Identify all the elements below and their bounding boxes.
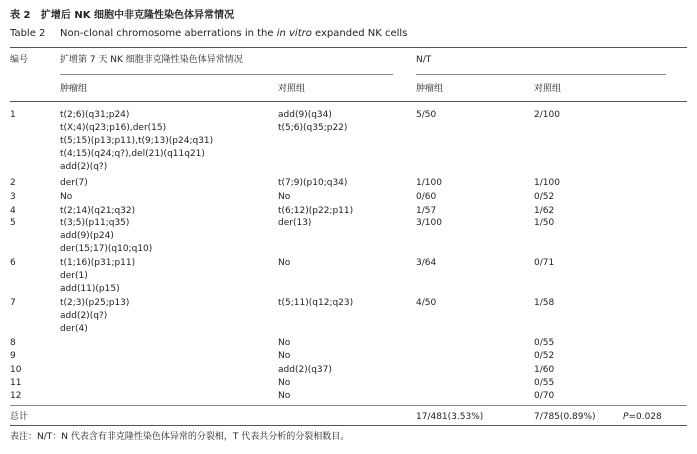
header-day7-group: 扩增第 7 天 NK 细胞非克隆性染色体异常情况: [60, 55, 243, 65]
control-aberration: t(6;12)(p22;p11): [278, 206, 354, 216]
header-nt-group: N/T: [416, 55, 432, 65]
row-id: 12: [10, 391, 22, 401]
control-aberration: No: [278, 338, 291, 348]
tumor-nt-value: 0/60: [416, 192, 437, 202]
caption-en-text-italic: in vitro: [276, 28, 312, 39]
header-control-nt: 对照组: [534, 84, 562, 94]
tumor-aberration: add(2)(q?): [60, 162, 108, 172]
row-id: 11: [10, 378, 22, 388]
p-rest: =0.028: [628, 412, 662, 422]
tumor-aberration: t(X;4)(q23;p16),der(15): [60, 123, 167, 133]
tumor-nt-value: 4/50: [416, 298, 437, 308]
control-aberration: t(5;11)(q12;q23): [278, 298, 354, 308]
control-nt-value: 0/70: [534, 391, 555, 401]
tumor-aberration: add(2)(q?): [60, 311, 108, 321]
control-nt-value: 0/71: [534, 258, 555, 268]
control-aberration: No: [278, 378, 291, 388]
control-aberration: No: [278, 192, 291, 202]
control-nt-value: 1/50: [534, 218, 555, 228]
row-id: 3: [10, 192, 16, 202]
total-p-value: [623, 412, 662, 423]
control-aberration: No: [278, 351, 291, 361]
row-id: 2: [10, 178, 16, 188]
tumor-nt-value: 1/100: [416, 178, 442, 188]
caption-en-text-after: expanded NK cells: [311, 28, 408, 39]
header-rule: [10, 101, 687, 102]
control-nt-value: 0/55: [534, 338, 555, 348]
tumor-aberration: der(4): [60, 324, 88, 334]
header-id: 编号: [10, 55, 29, 65]
tumor-aberration: add(11)(p15): [60, 284, 120, 294]
control-aberration: No: [278, 391, 291, 401]
row-id: 6: [10, 258, 16, 268]
row-id: 7: [10, 298, 16, 308]
header-control: 对照组: [278, 84, 306, 94]
control-aberration: t(7;9)(p10;q34): [278, 178, 348, 188]
control-nt-value: 0/52: [534, 351, 555, 361]
day7-group-rule: [60, 74, 393, 75]
tumor-aberration: t(2;6)(q31;p24): [60, 110, 130, 120]
total-tumor-nt: 17/481(3.53%): [416, 412, 484, 422]
tumor-aberration: t(1;16)(p31;p11): [60, 258, 136, 268]
bottom-rule: [10, 425, 687, 426]
control-aberration: der(13): [278, 218, 312, 228]
caption-cn: [10, 9, 234, 22]
control-nt-value: 2/100: [534, 110, 560, 120]
tumor-aberration: t(3;5)(p11;q35): [60, 218, 130, 228]
caption-cn-label: 表 2: [10, 10, 31, 21]
top-rule: [10, 47, 687, 48]
tumor-aberration: No: [60, 192, 73, 202]
control-nt-value: 0/52: [534, 192, 555, 202]
tumor-aberration: add(9)(p24): [60, 231, 114, 241]
p-letter: P: [623, 412, 629, 422]
tumor-nt-value: 1/57: [416, 206, 437, 216]
control-aberration: add(9)(q34): [278, 110, 332, 120]
tumor-nt-value: 5/50: [416, 110, 437, 120]
total-control-nt: 7/785(0.89%): [534, 412, 596, 422]
control-aberration: No: [278, 258, 291, 268]
tumor-aberration: t(5;15)(p13;p11),t(9;13)(p24;q31): [60, 136, 214, 146]
total-rule: [10, 405, 687, 406]
caption-en: [10, 27, 407, 40]
control-nt-value: 0/55: [534, 378, 555, 388]
tumor-aberration: t(2;3)(p25;p13): [60, 298, 130, 308]
control-aberration: t(5;6)(q35;p22): [278, 123, 348, 133]
row-id: 9: [10, 351, 16, 361]
caption-en-label: Table 2: [10, 28, 46, 39]
header-tumor: 肿瘤组: [60, 84, 88, 94]
tumor-aberration: der(1): [60, 271, 88, 281]
control-nt-value: 1/60: [534, 365, 555, 375]
tumor-aberration: der(15;17)(q10;q10): [60, 244, 153, 254]
tumor-aberration: t(2;14)(q21;q32): [60, 206, 136, 216]
table-note: 表注：N/T：N 代表含有非克隆性染色体异常的分裂相，T 代表共分析的分裂相数目。: [10, 432, 350, 442]
nt-group-rule: [416, 74, 666, 75]
caption-en-text-before: Non-clonal chromosome aberrations in the: [60, 28, 277, 39]
tumor-aberration: t(4;15)(q24;q?),del(21)(q11q21): [60, 149, 205, 159]
row-id: 4: [10, 206, 16, 216]
control-aberration: add(2)(q37): [278, 365, 332, 375]
row-id: 8: [10, 338, 16, 348]
control-nt-value: 1/58: [534, 298, 555, 308]
row-id: 10: [10, 365, 22, 375]
control-nt-value: 1/100: [534, 178, 560, 188]
row-id: 5: [10, 218, 16, 228]
row-id: 1: [10, 110, 16, 120]
tumor-nt-value: 3/100: [416, 218, 442, 228]
total-label: 总计: [10, 412, 29, 422]
tumor-aberration: der(7): [60, 178, 88, 188]
caption-cn-text: 扩增后 NK 细胞中非克隆性染色体异常情况: [40, 10, 234, 21]
control-nt-value: 1/62: [534, 206, 555, 216]
tumor-nt-value: 3/64: [416, 258, 437, 268]
header-tumor-nt: 肿瘤组: [416, 84, 444, 94]
